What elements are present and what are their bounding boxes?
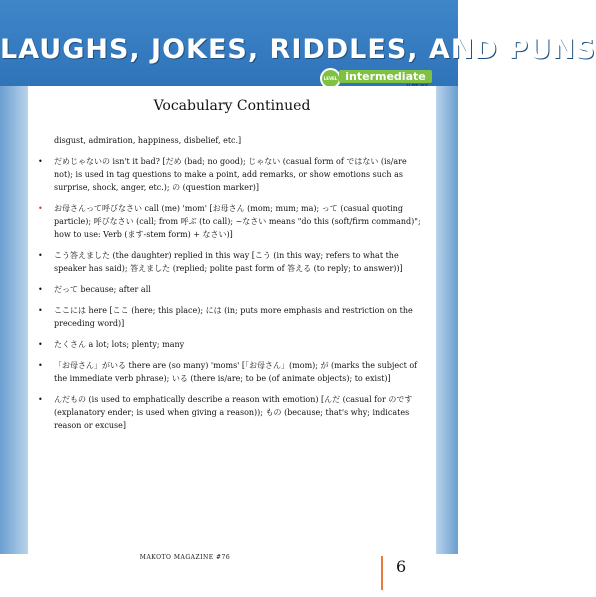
bullet-icon: • [38,204,43,213]
level-badge [320,68,440,86]
bullet-icon: • [38,340,43,349]
vocab-entry [38,202,424,241]
vocabulary-content [38,134,424,440]
bullet-icon: • [38,157,43,166]
right-margin-band [436,86,458,554]
vocab-entry-text: ここには here [ここ (here; this place); には (in; puts more emphasis and restriction on the preceding word)] [54,306,413,328]
footer-divider [381,556,383,590]
vocab-entry-text: だって because; after all [54,285,151,294]
vocabulary-list [38,155,424,432]
continued-text: disgust, admiration, happiness, disbelief, etc.] [54,136,242,145]
vocab-entry-text: だめじゃないの isn't it bad? [だめ (bad; no good); じゃない (casual form of ではない (is/are not); is used in tag questions to make a point, add remarks, or show emotions such as surprise, shock, anger, etc.); の (question marker)] [54,157,407,192]
page-number: 6 [396,557,407,576]
level-label: intermediate [345,70,426,83]
vocab-entry [38,338,424,351]
vocab-entry [38,155,424,194]
page-banner-title: LAUGHS, JOKES, RIDDLES, AND PUNS [0,34,596,65]
vocab-entry [38,304,424,330]
vocab-entry-text: こう答えました (the daughter) replied in this way [こう (in this way; refers to what the speaker has said); 答えました (replied; polite past form of 答える (to reply; to answer))] [54,251,403,273]
section-heading: Vocabulary Continued [153,98,311,114]
magazine-footer: MAKOTO MAGAZINE #76 [139,554,231,561]
vocab-entry-text: 「お母さん」がいる there are (so many) 'moms' [「お母さん」(mom); が (marks the subject of the immediate verb phrase); いる (there is/are; to be (of animate objects); to exist)] [54,361,418,383]
vocab-entry-text: んだもの (is used to emphatically describe a reason with emotion) [んだ (casual for のです (explanatory ender; is used when giving a reason)); もの (because; that's why; indicates reason or excuse] [54,395,413,430]
bullet-icon: • [38,251,43,260]
left-margin-band [0,86,28,554]
vocab-entry-text: お母さんって呼びなさい call (me) 'mom' [お母さん (mom; mum; ma); って (casual quoting particle); 呼びなさい (call; from 呼ぶ (to call); ~なさい means "do this (soft/firm command)"; how to use: Verb (ます-stem form) + なさい)] [54,204,421,239]
bullet-icon: • [38,306,43,315]
vocab-entry [38,393,424,432]
vocab-entry [38,249,424,275]
vocab-entry-text: たくさん a lot; lots; plenty; many [54,340,185,349]
header-banner [0,0,596,86]
vocab-entry [38,283,424,296]
bullet-icon: • [38,285,43,294]
content-panel [28,86,436,554]
vocab-entry [38,359,424,385]
bullet-icon: • [38,361,43,370]
bullet-icon: • [38,395,43,404]
level-icon: LEVEL [320,68,341,89]
level-bar [339,70,432,83]
